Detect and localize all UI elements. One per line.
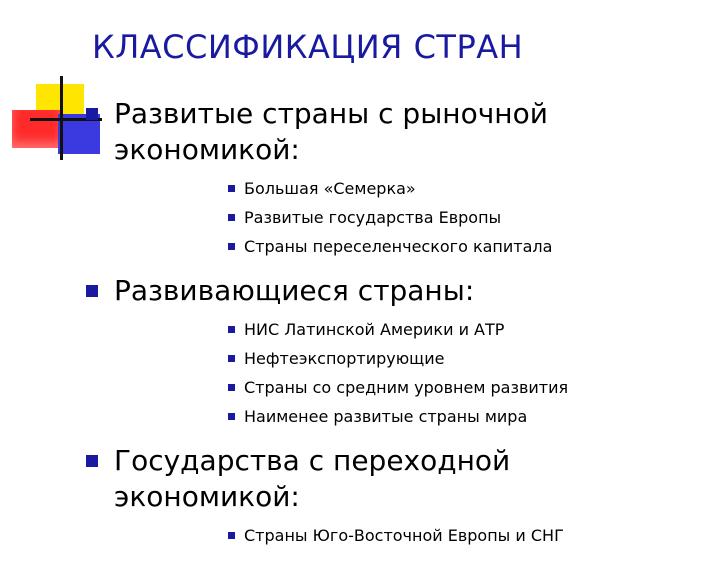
square-bullet-icon xyxy=(228,185,235,192)
section-heading xyxy=(84,443,704,515)
list-item xyxy=(84,203,704,232)
list-item-text: Большая «Семерка» xyxy=(244,179,416,198)
section-heading-text: Государства с переходной экономикой: xyxy=(114,444,511,513)
list-item xyxy=(84,232,704,261)
list-item-text: Страны со средним уровнем развития xyxy=(244,378,569,397)
section-heading-text: Развитые страны с рыночной экономикой: xyxy=(114,97,548,166)
list-item-text: Страны переселенческого капитала xyxy=(244,237,553,256)
list-item xyxy=(84,521,704,550)
slide-content xyxy=(84,96,704,562)
square-bullet-icon xyxy=(228,355,235,362)
list-item-text: Страны Юго-Восточной Европы и СНГ xyxy=(244,526,564,545)
slide-title: КЛАССИФИКАЦИЯ СТРАН xyxy=(92,28,524,66)
list-item xyxy=(84,344,704,373)
list-item-text: НИС Латинской Америки и АТР xyxy=(244,320,505,339)
square-bullet-icon xyxy=(228,384,235,391)
list-item-text: Нефтеэкспортирующие xyxy=(244,349,445,368)
sub-list xyxy=(84,521,704,550)
square-bullet-icon xyxy=(228,214,235,221)
list-item-text: Наименее развитые страны мира xyxy=(244,407,528,426)
list-item xyxy=(84,373,704,402)
list-item xyxy=(84,174,704,203)
list-item xyxy=(84,315,704,344)
section-heading-text: Развивающиеся страны: xyxy=(114,274,475,307)
sub-list xyxy=(84,315,704,431)
square-bullet-icon xyxy=(228,532,235,539)
square-bullet-icon xyxy=(86,108,98,120)
square-bullet-icon xyxy=(228,326,235,333)
square-bullet-icon xyxy=(228,413,235,420)
square-bullet-icon xyxy=(228,243,235,250)
list-item-text: Развитые государства Европы xyxy=(244,208,502,227)
logo-red-square xyxy=(12,110,62,148)
sub-list xyxy=(84,174,704,261)
square-bullet-icon xyxy=(86,285,98,297)
square-bullet-icon xyxy=(86,455,98,467)
list-item xyxy=(84,402,704,431)
section-heading xyxy=(84,96,704,168)
section-heading xyxy=(84,273,704,309)
